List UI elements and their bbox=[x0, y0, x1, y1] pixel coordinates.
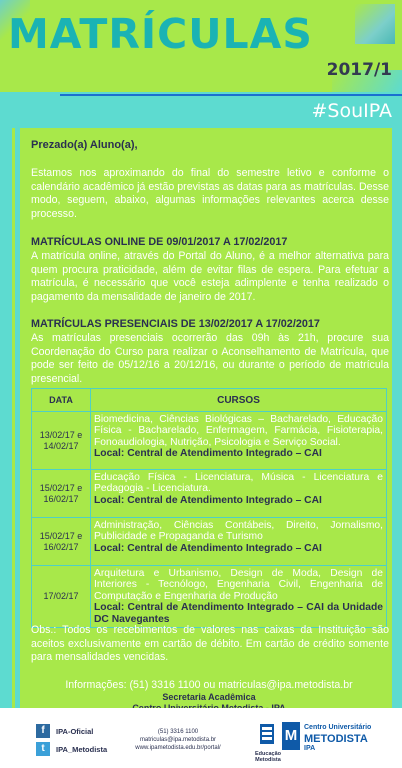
edu-label-line-1: Educação bbox=[255, 751, 281, 757]
local-label: Local: bbox=[94, 448, 125, 460]
local-value: Central de Atendimento Integrado – CAI bbox=[127, 542, 322, 554]
header-divider bbox=[60, 94, 402, 96]
courses-text: Biomedicina, Ciências Biológicas – Bacharelado, Educação Física - Bacharelado, Enfermagem, Farmácia, Fisioterapia, Fonoaudiologia, Nutrição, Psicologia e Serviço Social. bbox=[94, 414, 383, 448]
row-courses bbox=[91, 470, 387, 518]
row-courses bbox=[91, 412, 387, 470]
column-header-date: DATA bbox=[32, 389, 91, 412]
panel-side-stripe bbox=[12, 128, 15, 708]
educacao-metodista-logo-icon bbox=[252, 722, 282, 750]
local-value: Central de Atendimento Integrado – CAI bbox=[127, 448, 322, 460]
twitter-icon[interactable]: t bbox=[36, 742, 50, 756]
table-row bbox=[32, 412, 387, 470]
online-paragraph: A matrícula online, através do Portal do Aluno, é a melhor alternativa para quem procura praticidade, além de evitar filas de espera. Para efetuar a matrícula, é necessário que você esteja adimplente e tenha realizado o pagamento da mensalidade de janeiro de 2017. bbox=[31, 250, 389, 303]
footer-phone: (51) 3316 1100 bbox=[157, 729, 199, 735]
table-row bbox=[32, 518, 387, 566]
hashtag: #SouIPA bbox=[311, 100, 392, 122]
courses-text: Administração, Ciências Contábeis, Direito, Jornalismo, Publicidade e Propaganda e Turismo bbox=[94, 520, 383, 543]
logo-line-2: METODISTA bbox=[304, 732, 368, 745]
row-courses bbox=[91, 566, 387, 628]
row-date: 15/02/17 e 16/02/17 bbox=[32, 518, 91, 566]
row-date: 15/02/17 e 16/02/17 bbox=[32, 470, 91, 518]
facebook-icon[interactable]: f bbox=[36, 724, 50, 738]
observation-note: Obs.: Todos os recebimentos de valores nas caixas da Instituição são aceitos exclusivamente em cartão de débito. Em cartão de crédito somente para mensalidades vencidas. bbox=[31, 624, 389, 664]
column-header-courses: CURSOS bbox=[91, 389, 387, 412]
footer-email[interactable]: matriculas@ipa.metodista.br bbox=[139, 737, 217, 743]
table-row bbox=[32, 566, 387, 628]
row-date: 17/02/17 bbox=[32, 566, 91, 628]
schedule-table bbox=[31, 388, 387, 628]
local-label: Local: bbox=[94, 602, 125, 614]
footer-contact bbox=[128, 728, 228, 752]
local-label: Local: bbox=[94, 542, 125, 554]
logo-line-3: IPA bbox=[304, 745, 316, 752]
online-heading: MATRÍCULAS ONLINE DE 09/01/2017 A 17/02/2017 bbox=[31, 236, 288, 248]
local-value: Central de Atendimento Integrado – CAI bbox=[127, 494, 322, 506]
row-date: 13/02/17 e 14/02/17 bbox=[32, 412, 91, 470]
presencial-paragraph: As matrículas presenciais ocorrerão das 09h às 21h, procure sua Coordenação do Curso para realizar o Aconselhamento de Matrícula, que pode ser feito de 05/12/16 a 20/12/16, ou durante o período de matrícula presencial. bbox=[31, 332, 389, 385]
local-label: Local: bbox=[94, 494, 125, 506]
table-row bbox=[32, 470, 387, 518]
local-value: Central de Atendimento Integrado – CAI da Unidade DC Navegantes bbox=[94, 602, 383, 625]
edu-label-line-2: Metodista bbox=[255, 757, 281, 763]
facebook-link[interactable]: IPA-Oficial bbox=[56, 727, 94, 736]
table-header-row bbox=[32, 389, 387, 412]
twitter-link[interactable]: IPA_Metodista bbox=[56, 745, 108, 754]
metodista-logo-text bbox=[304, 724, 399, 754]
row-courses bbox=[91, 518, 387, 566]
logo-line-1: Centro Universitário bbox=[304, 724, 372, 731]
greeting: Prezado(a) Aluno(a), bbox=[31, 139, 138, 151]
intro-paragraph: Estamos nos aproximando do final do semestre letivo e conforme o calendário acadêmico já estão previstas as datas para as matrículas. Desse modo, seguem, abaixo, algumas informações relevantes acerca desse processo. bbox=[31, 167, 389, 220]
educacao-metodista-label bbox=[248, 751, 288, 763]
contact-info: Informações: (51) 3316 1100 ou matriculas@ipa.metodista.br bbox=[65, 679, 353, 691]
footer-site[interactable]: www.ipametodista.edu.br/portal/ bbox=[135, 745, 221, 751]
courses-text: Educação Física - Licenciatura, Música - Licenciatura e Pedagogia - Licenciatura. bbox=[94, 472, 383, 495]
semester-label: 2017/1 bbox=[326, 60, 392, 80]
presencial-heading: MATRÍCULAS PRESENCIAIS DE 13/02/2017 A 17/02/2017 bbox=[31, 318, 320, 330]
signature-line-1: Secretaria Acadêmica bbox=[162, 692, 256, 702]
page-title: MATRÍCULAS bbox=[8, 10, 313, 58]
metodista-logo-icon: M bbox=[282, 722, 300, 750]
header-decoration-right bbox=[355, 4, 395, 44]
courses-text: Arquitetura e Urbanismo, Design de Moda, Design de Interiores - Tecnólogo, Engenharia Civil, Engenharia de Computação e Engenharia de Produção bbox=[94, 568, 383, 602]
